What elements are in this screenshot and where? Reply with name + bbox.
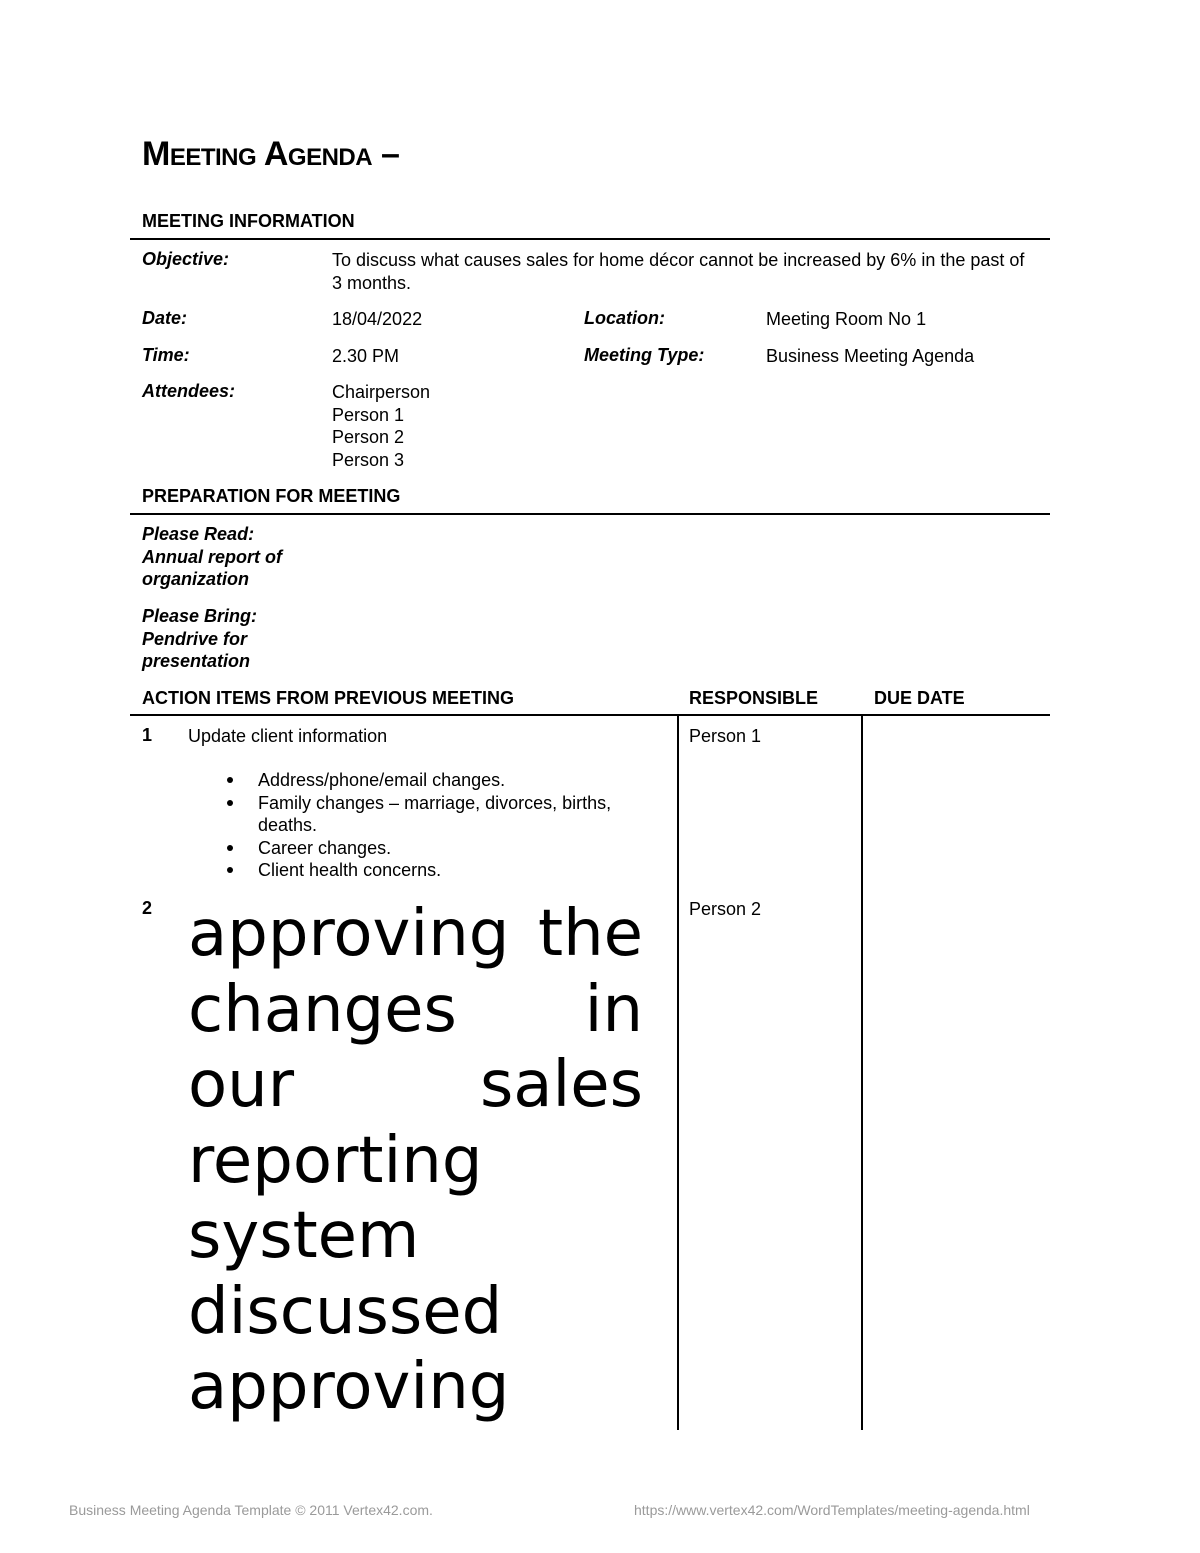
item-title: Update client information: [188, 726, 388, 746]
bullet-icon: [227, 777, 233, 783]
attendee: Person 3: [332, 449, 405, 470]
due-date-header: DUE DATE: [874, 688, 965, 708]
attendee: Person 1: [332, 404, 405, 425]
objective-label: Objective:: [142, 249, 230, 269]
location-label: Location:: [584, 308, 665, 328]
page-title: Meeting Agenda –: [142, 135, 400, 173]
bullet-icon: [227, 867, 233, 873]
attendee: Person 2: [332, 427, 405, 447]
objective-value: To discuss what causes sales for home décor cannot be increased by 6% in the past of 3 months.: [332, 250, 1025, 293]
attendees-label: Attendees:: [142, 381, 236, 401]
action-items-heading: ACTION ITEMS FROM PREVIOUS MEETING: [142, 688, 515, 708]
bullet-icon: [227, 800, 233, 806]
responsible-header: RESPONSIBLE: [689, 688, 819, 708]
please-bring: Please Bring: Pendrive for presentation: [142, 606, 258, 671]
preparation-heading: PREPARATION FOR MEETING: [142, 486, 401, 506]
date-value: 18/04/2022: [332, 309, 423, 329]
section-divider: [130, 714, 1050, 716]
item-responsible: Person 2: [689, 899, 762, 919]
footer-url[interactable]: https://www.vertex42.com/WordTemplates/meeting-agenda.html: [634, 1502, 1030, 1518]
bullet-item: Career changes.: [258, 837, 658, 860]
item-number: 2: [142, 898, 153, 918]
bullet-icon: [227, 845, 233, 851]
bullet-item: Client health concerns.: [258, 859, 658, 882]
please-read: Please Read: Annual report of organization: [142, 524, 282, 589]
item-responsible: Person 1: [689, 726, 762, 746]
time-label: Time:: [142, 345, 190, 365]
bullet-item: Family changes – marriage, divorces, births, deaths.: [258, 792, 658, 837]
item-title: approving the changes in our sales reporting system discussed approving: [188, 897, 643, 1424]
section-divider: [130, 238, 1050, 240]
meeting-type-label: Meeting Type:: [584, 345, 705, 365]
column-divider: [677, 716, 679, 1430]
section-divider: [130, 513, 1050, 515]
date-label: Date:: [142, 308, 188, 328]
attendee: Chairperson: [332, 382, 431, 402]
time-value: 2.30 PM: [332, 346, 400, 366]
location-value: Meeting Room No 1: [766, 309, 927, 329]
bullet-item: Address/phone/email changes.: [258, 769, 658, 792]
item-number: 1: [142, 725, 153, 745]
item-bullets: [258, 769, 658, 882]
column-divider: [861, 716, 863, 1430]
meeting-information-heading: MEETING INFORMATION: [142, 211, 355, 231]
meeting-type-value: Business Meeting Agenda: [766, 346, 975, 366]
footer-copyright: Business Meeting Agenda Template © 2011 Vertex42.com.: [69, 1502, 433, 1518]
attendees-list: [332, 381, 430, 471]
